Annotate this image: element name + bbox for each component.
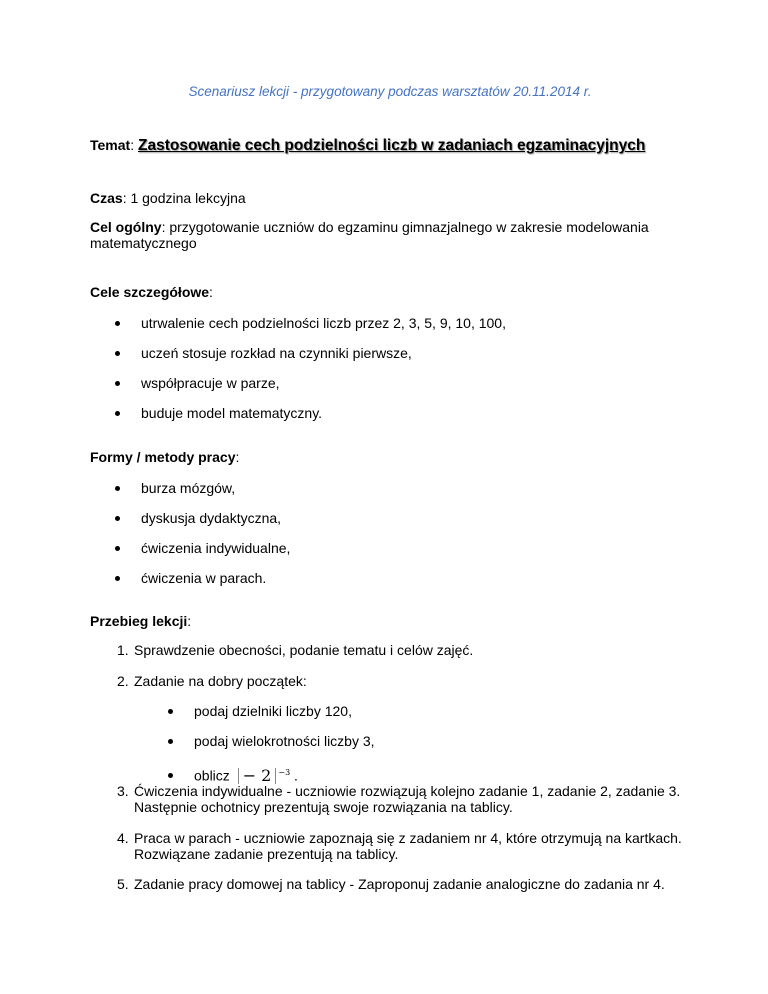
goal-value: przygotowanie uczniów do egzaminu gimnazjalnego w zakresie modelowania matematycznego xyxy=(90,219,649,251)
bullet-icon xyxy=(115,321,120,326)
topic-line xyxy=(90,137,645,155)
goal-label: Cel ogólny xyxy=(90,219,162,235)
compute-tail: . xyxy=(294,767,298,784)
bullet-icon xyxy=(168,739,173,744)
topic-title: Zastosowanie cech podzielności liczb w zadaniach egzaminacyjnych xyxy=(137,137,646,154)
methods-label: Formy / metody pracy xyxy=(90,449,236,465)
document-subtitle: Scenariusz lekcji - przygotowany podczas warsztatów 20.11.2014 r. xyxy=(188,84,592,99)
objectives-label: Cele szczegółowe xyxy=(90,284,210,300)
bullet-icon xyxy=(115,486,120,491)
bullet-icon xyxy=(115,516,120,521)
bullet-icon xyxy=(168,709,173,714)
bullet-icon xyxy=(115,351,120,356)
time-sep: : xyxy=(122,190,131,206)
course-heading xyxy=(90,613,690,629)
objectives-sep: : xyxy=(209,284,213,300)
compute-word: oblicz xyxy=(194,767,230,784)
math-exponent: −3 xyxy=(278,768,291,777)
topic-label: Temat xyxy=(90,137,131,153)
course-sep: : xyxy=(187,613,192,629)
methods-sep: : xyxy=(235,449,240,465)
objectives-heading xyxy=(90,284,690,300)
bullet-icon xyxy=(115,381,120,386)
time-value: 1 godzina lekcyjna xyxy=(130,190,246,206)
bullet-icon xyxy=(115,411,120,416)
goal-line xyxy=(90,219,680,251)
course-label: Przebieg lekcji xyxy=(90,613,188,629)
time-label: Czas xyxy=(90,190,123,206)
bullet-icon xyxy=(115,576,120,581)
time-line xyxy=(90,190,690,206)
goal-sep: : xyxy=(161,219,170,235)
bullet-icon xyxy=(168,773,173,778)
topic-sep: : xyxy=(130,137,138,153)
math-expression: − 2 xyxy=(238,768,277,784)
methods-heading xyxy=(90,449,690,465)
bullet-icon xyxy=(115,546,120,551)
